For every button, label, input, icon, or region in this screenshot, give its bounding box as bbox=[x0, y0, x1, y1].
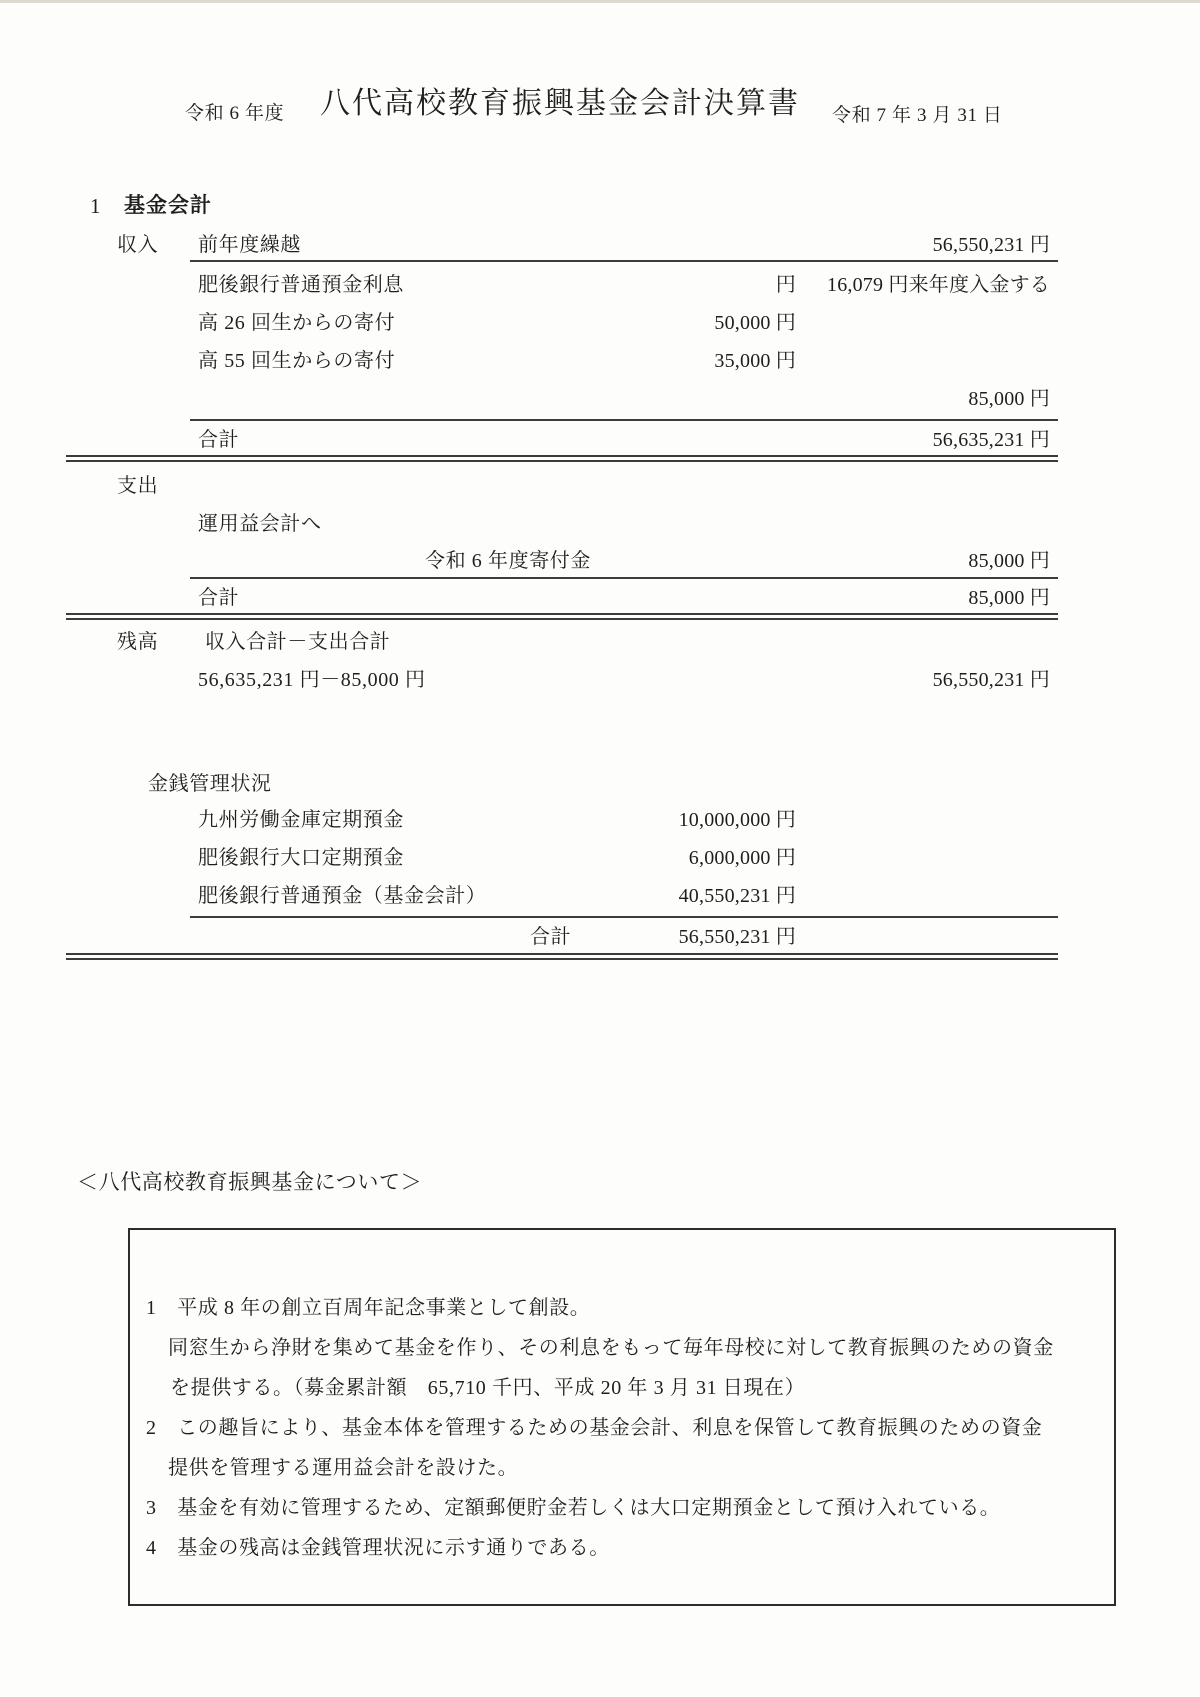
scan-edge-line bbox=[0, 0, 1200, 3]
about-note-2-continued: 提供を管理する運用益会計を設けた。 bbox=[168, 1457, 519, 1479]
management-row-label: 肥後銀行大口定期預金 bbox=[198, 847, 404, 869]
about-note-4: 4 基金の残高は金銭管理状況に示す通りである。 bbox=[146, 1537, 610, 1559]
expense-account-label: 運用益会計へ bbox=[198, 513, 322, 535]
about-note-2: 2 この趣旨により、基金本体を管理するための基金会計、利息を保管して教育振興のための資金 bbox=[146, 1417, 1043, 1439]
about-heading: ＜八代高校教育振興基金について＞ bbox=[77, 1170, 423, 1194]
income-side-label: 収入 bbox=[117, 234, 159, 256]
about-note-3: 3 基金を有効に管理するため、定額郵便貯金若しくは大口定期預金として預け入れている。 bbox=[146, 1497, 1001, 1519]
donation26-value: 50,000 円 bbox=[714, 312, 796, 334]
document-title: 八代高校教育振興基金会計決算書 bbox=[320, 87, 800, 120]
donation26-label: 高 26 回生からの寄付 bbox=[198, 312, 396, 334]
balance-formula-label: 収入合計－支出合計 bbox=[205, 631, 391, 653]
balance-formula: 56,635,231 円－85,000 円 bbox=[198, 669, 426, 691]
interest-note: 16,079 円来年度入金する bbox=[827, 274, 1050, 296]
expense-donation-value: 85,000 円 bbox=[968, 550, 1050, 572]
management-heading: 金銭管理状況 bbox=[148, 773, 272, 795]
donation-subtotal-value: 85,000 円 bbox=[968, 388, 1050, 410]
interest-label: 肥後銀行普通預金利息 bbox=[198, 274, 404, 296]
section-title: 基金会計 bbox=[124, 193, 212, 217]
expense-total-value: 85,000 円 bbox=[968, 587, 1050, 609]
interest-unit: 円 bbox=[775, 274, 796, 296]
expense-donation-label: 令和 6 年度寄付金 bbox=[425, 550, 591, 572]
management-total-label: 合計 bbox=[530, 926, 572, 948]
about-note-1: 1 平成 8 年の創立百周年記念事業として創設。 bbox=[146, 1297, 591, 1319]
expense-double-rule bbox=[66, 613, 1058, 620]
document-date: 令和 7 年 3 月 31 日 bbox=[832, 105, 1003, 126]
expense-rule bbox=[190, 577, 1058, 579]
management-rule bbox=[190, 916, 1058, 918]
income-rule-2 bbox=[190, 419, 1058, 421]
management-row-label: 九州労働金庫定期預金 bbox=[198, 809, 404, 831]
management-row-value: 40,550,231 円 bbox=[678, 885, 796, 907]
management-row-label: 肥後銀行普通預金（基金会計） bbox=[198, 885, 487, 907]
management-double-rule bbox=[66, 953, 1058, 960]
fiscal-year-label: 令和 6 年度 bbox=[185, 103, 285, 124]
balance-value: 56,550,231 円 bbox=[932, 669, 1050, 691]
management-row-value: 6,000,000 円 bbox=[688, 847, 796, 869]
about-note-1-continued: 同窓生から浄財を集めて基金を作り、その利息をもって毎年母校に対して教育振興のための資金 bbox=[168, 1337, 1054, 1359]
expense-side-label: 支出 bbox=[117, 475, 159, 497]
management-row-value: 10,000,000 円 bbox=[678, 809, 796, 831]
about-note-1-continued: を提供する。（募金累計額 65,710 千円、平成 20 年 3 月 31 日現在） bbox=[170, 1377, 806, 1399]
income-double-rule bbox=[66, 455, 1058, 462]
carryover-value: 56,550,231 円 bbox=[932, 234, 1050, 256]
donation55-label: 高 55 回生からの寄付 bbox=[198, 350, 396, 372]
expense-total-label: 合計 bbox=[198, 587, 240, 609]
section-number: 1 bbox=[90, 194, 102, 218]
management-total-value: 56,550,231 円 bbox=[678, 926, 796, 948]
balance-side-label: 残高 bbox=[117, 631, 159, 653]
donation55-value: 35,000 円 bbox=[714, 350, 796, 372]
income-rule-1 bbox=[190, 260, 1058, 262]
carryover-label: 前年度繰越 bbox=[198, 234, 301, 256]
income-total-value: 56,635,231 円 bbox=[932, 429, 1050, 451]
income-total-label: 合計 bbox=[198, 429, 240, 451]
